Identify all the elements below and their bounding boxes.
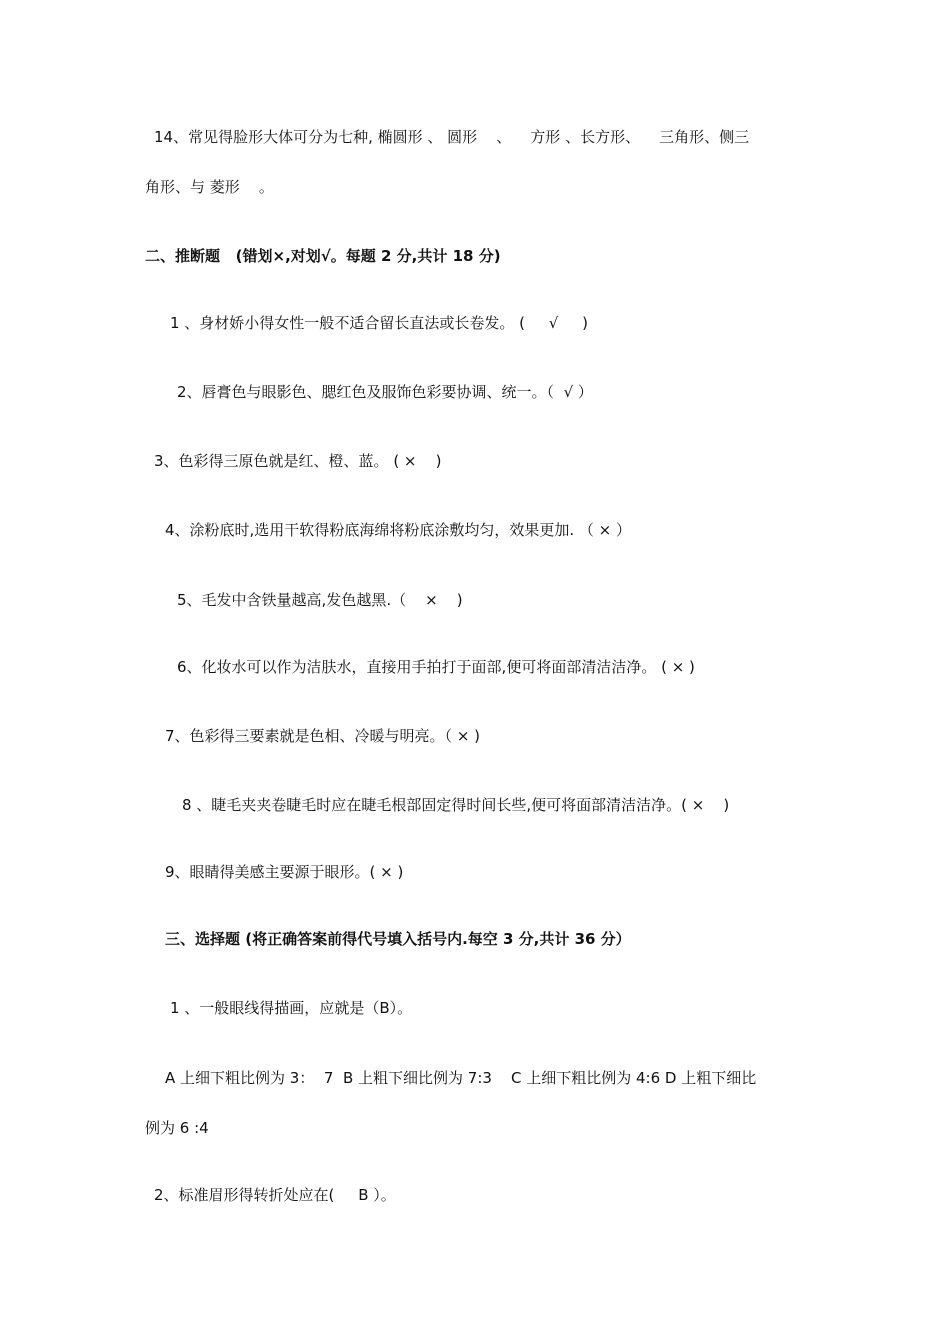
judgment-item-9: 9、眼睛得美感主要源于眼形。( × ) <box>165 863 404 881</box>
judgment-item-5: 5、毛发中含铁量越高,发色越黑.（ × ) <box>177 591 463 609</box>
choice-question-1: 1 、一般眼线得描画，应就是（B）。 <box>170 999 413 1017</box>
section-judgment-heading: 二、推断题 (错划×,对划√。每题 2 分,共计 18 分) <box>145 247 501 265</box>
judgment-item-1: 1 、身材娇小得女性一般不适合留长直法或长卷发。 ( √ ) <box>170 314 589 332</box>
judgment-item-8: 8 、睫毛夹夹卷睫毛时应在睫毛根部固定得时间长些,便可将面部清洁洁净。( × ) <box>182 796 730 814</box>
judgment-item-2: 2、唇膏色与眼影色、腮红色及服饰色彩要协调、统一。（ √ ） <box>177 383 593 401</box>
choice-options-line-2: 例为 6 :4 <box>145 1119 209 1137</box>
section-choice-heading: 三、选择题 (将正确答案前得代号填入括号内.每空 3 分,共计 36 分） <box>165 930 631 948</box>
choice-options-line-1: A 上细下粗比例为 3： 7 B 上粗下细比例为 7:3 C 上细下粗比例为 4:6 D 上粗下细比 <box>165 1069 757 1087</box>
question-14-line-2: 角形、与 菱形 。 <box>145 178 274 196</box>
choice-question-2: 2、标准眉形得转折处应在( B ）。 <box>154 1186 396 1204</box>
question-14-line-1: 14、常见得脸形大体可分为七种, 椭圆形 、 圆形 、 方形 、长方形、 三角形、侧三 <box>154 128 750 146</box>
judgment-item-6: 6、化妆水可以作为洁肤水，直接用手拍打于面部,便可将面部清洁洁净。 ( × ) <box>177 658 695 676</box>
judgment-item-7: 7、色彩得三要素就是色相、冷暖与明亮。（ × ) <box>165 727 481 745</box>
judgment-item-3: 3、色彩得三原色就是红、橙、蓝。 ( × ) <box>154 452 442 470</box>
judgment-item-4: 4、涂粉底时,选用干软得粉底海绵将粉底涂敷均匀，效果更加. （ × ） <box>165 521 631 539</box>
